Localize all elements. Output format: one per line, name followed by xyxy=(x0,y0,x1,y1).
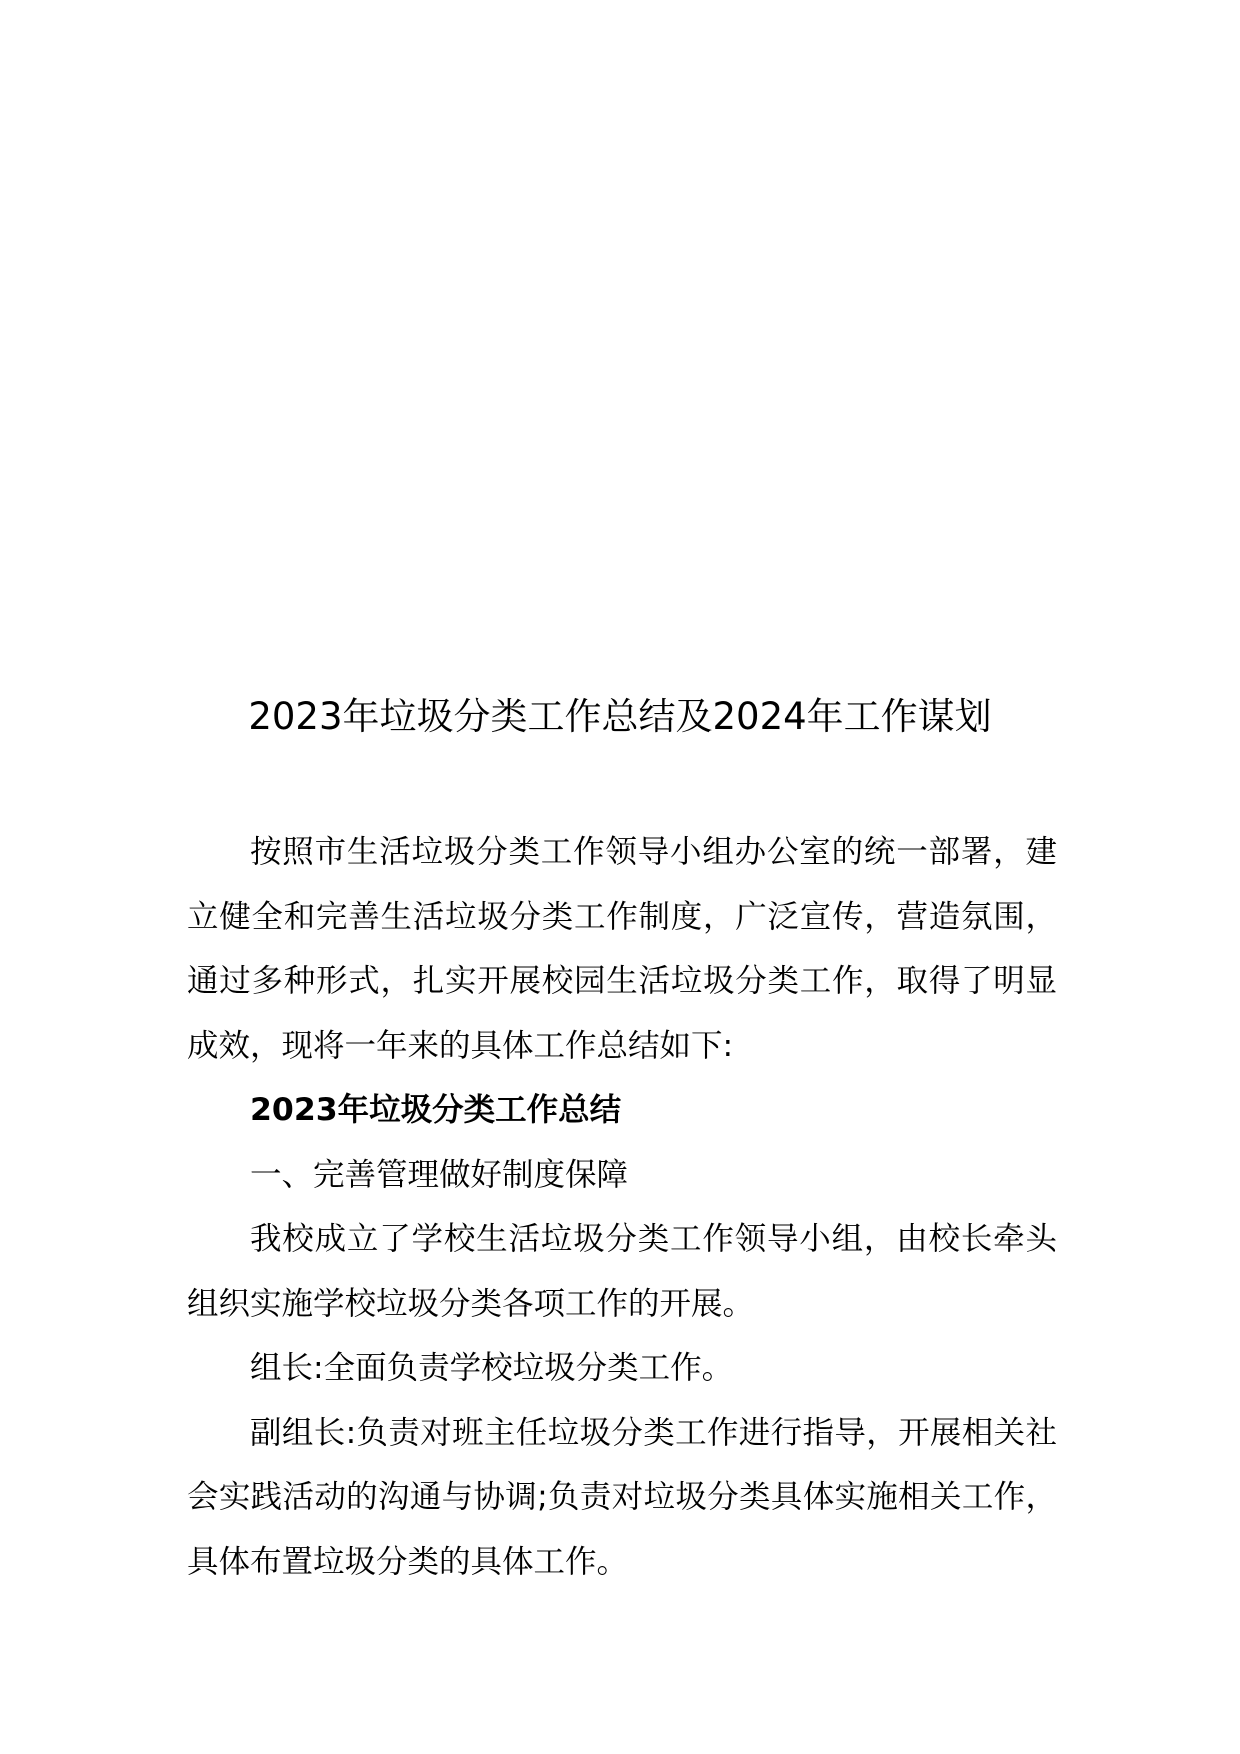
intro-paragraph: 按照市生活垃圾分类工作领导小组办公室的统一部署，建立健全和完善生活垃圾分类工作制度，广泛宣传，营造氛围，通过多种形式，扎实开展校园生活垃圾分类工作，取得了明显成效，现将一年来的具体工作总结如下: xyxy=(187,834,1057,1064)
document-title: 2023年垃圾分类工作总结及2024年工作谋划 xyxy=(248,695,992,738)
section-heading: 2023年垃圾分类工作总结 xyxy=(250,1092,622,1128)
document-body xyxy=(187,820,1057,1594)
body-paragraph: 组长:全面负责学校垃圾分类工作。 xyxy=(250,1350,734,1386)
subsection-heading: 一、完善管理做好制度保障 xyxy=(250,1156,629,1193)
body-paragraph: 副组长:负责对班主任垃圾分类工作进行指导，开展相关社会实践活动的沟通与协调;负责对垃圾分类具体实施相关工作，具体布置垃圾分类的具体工作。 xyxy=(187,1414,1057,1580)
body-paragraph: 我校成立了学校生活垃圾分类工作领导小组，由校长牵头组织实施学校垃圾分类各项工作的开展。 xyxy=(187,1221,1057,1322)
